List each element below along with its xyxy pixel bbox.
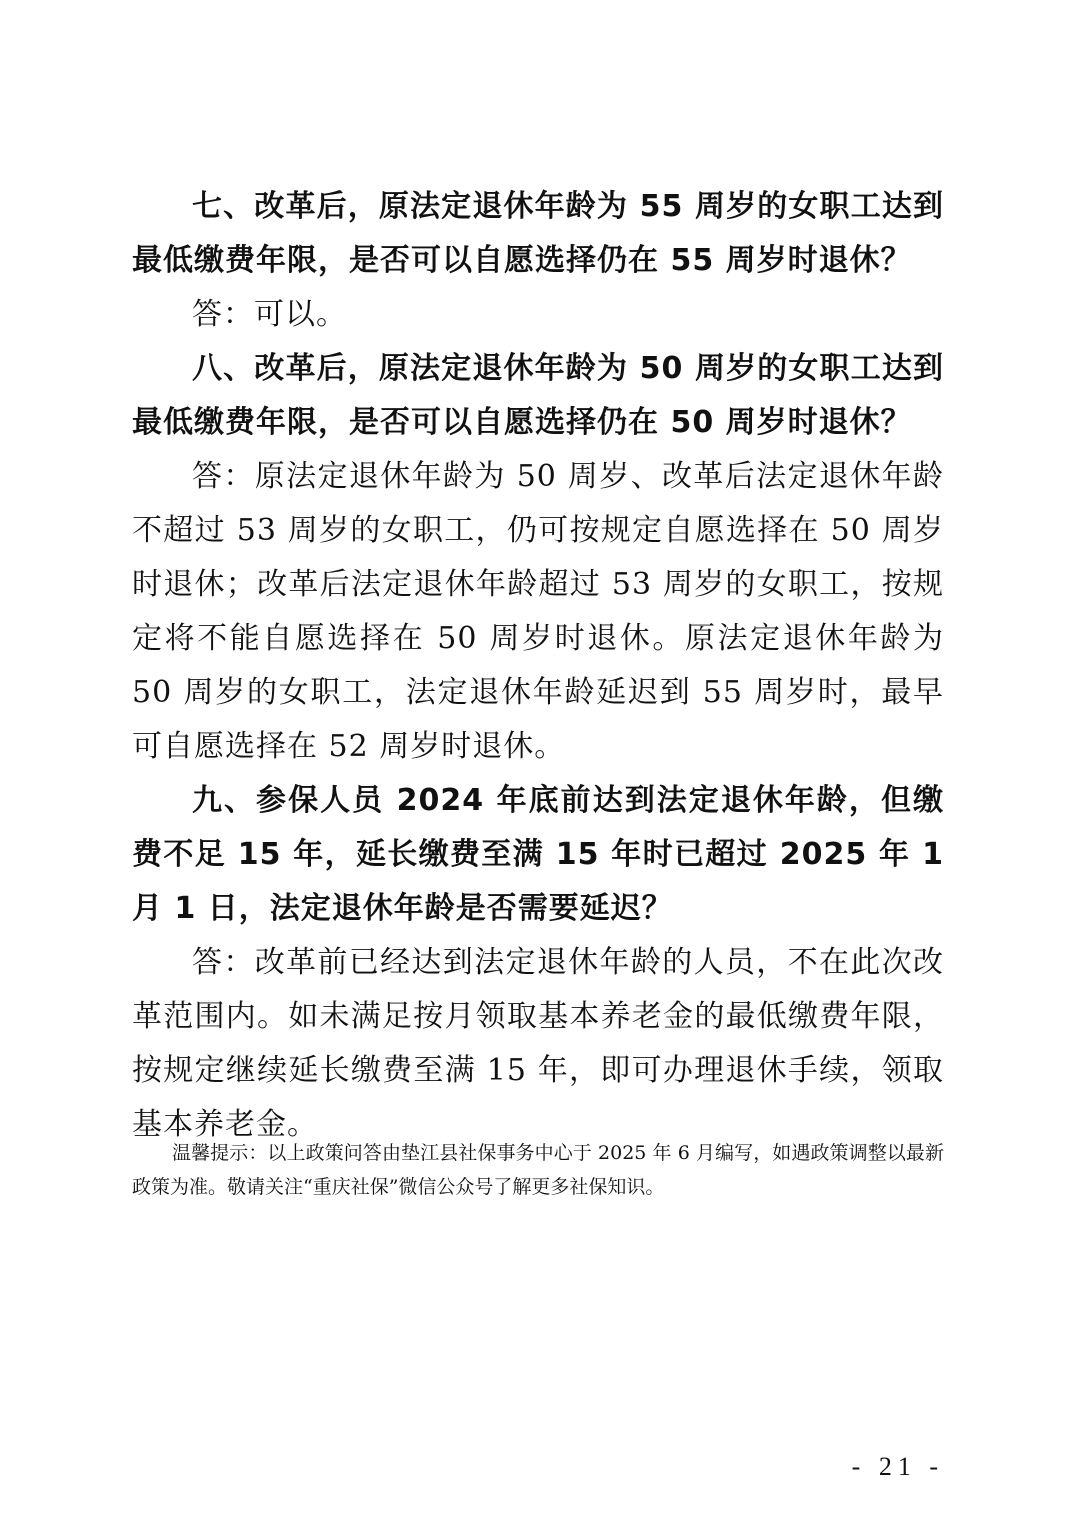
answer-nine: 答：改革前已经达到法定退休年龄的人员，不在此次改革范围内。如未满足按月领取基本养老金的最低缴费年限，按规定继续延长缴费至满 15 年，即可办理退休手续，领取基本养老金。 <box>132 945 944 1142</box>
document-body <box>132 180 944 1152</box>
question-nine: 九、参保人员 2024 年底前达到法定退休年龄，但缴费不足 15 年，延长缴费至满 15 年时已超过 2025 年 1 月 1 日，法定退休年龄是否需要延迟？ <box>132 783 944 926</box>
question-eight: 八、改革后，原法定退休年龄为 50 周岁的女职工达到最低缴费年限，是否可以自愿选择仍在 50 周岁时退休？ <box>132 351 944 440</box>
question-seven: 七、改革后，原法定退休年龄为 55 周岁的女职工达到最低缴费年限，是否可以自愿选择仍在 55 周岁时退休？ <box>132 189 944 278</box>
answer-seven: 答：可以。 <box>192 297 347 332</box>
answer-eight: 答：原法定退休年龄为 50 周岁、改革后法定退休年龄不超过 53 周岁的女职工，仍可按规定自愿选择在 50 周岁时退休；改革后法定退休年龄超过 53 周岁的女职工，按规定将不能自愿选择在 50 周岁时退休。原法定退休年龄为 50 周岁的女职工，法定退休年龄延迟到 55 周岁时，最早可自愿选择在 52 周岁时退休。 <box>132 459 944 764</box>
page-number: - 21 - <box>851 1452 944 1481</box>
footnote-tip: 温馨提示：以上政策问答由垫江县社保事务中心于 2025 年 6 月编写，如遇政策调整以最新政策为准。敬请关注“重庆社保”微信公众号了解更多社保知识。 <box>132 1142 944 1198</box>
